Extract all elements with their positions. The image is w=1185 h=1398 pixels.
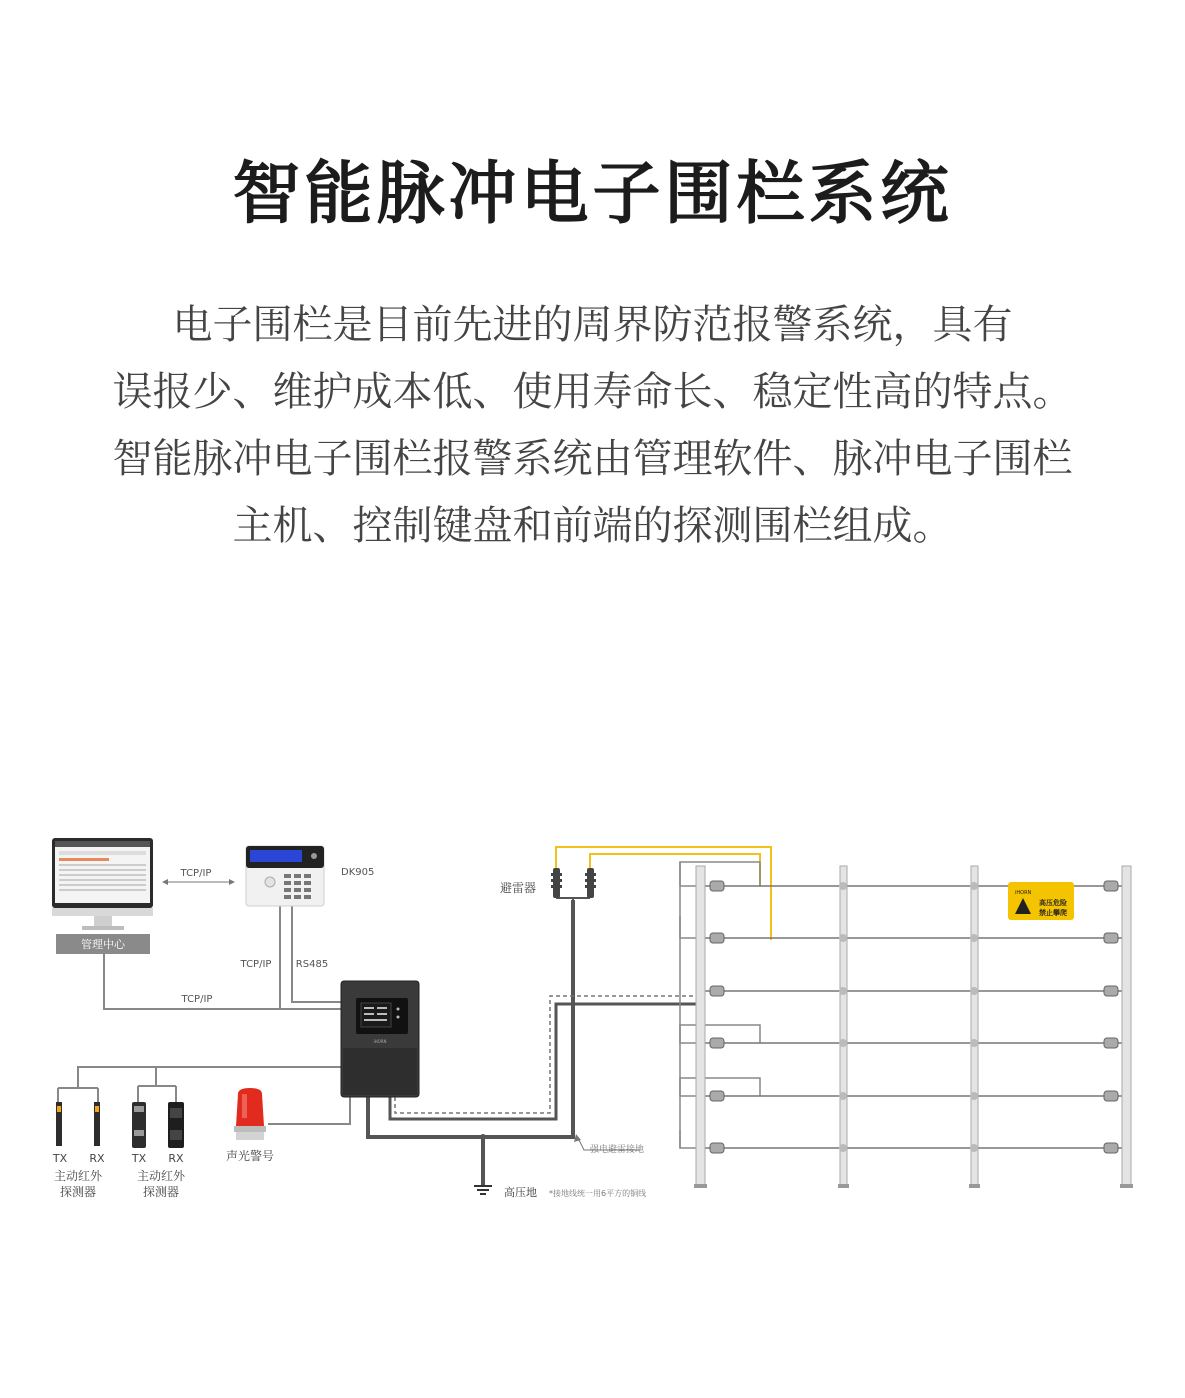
- tcpip-mid-label: TCP/IP: [240, 959, 272, 970]
- detector1-name-line1: 主动红外: [53, 1169, 103, 1183]
- intro-line: 电子围栏是目前先进的周界防范报警系统，具有: [172, 302, 1013, 348]
- detector2-name-line2: 探测器: [142, 1185, 180, 1199]
- system-diagram: [0, 820, 1185, 1220]
- keypad-icon: [246, 846, 324, 906]
- intro-paragraph: [40, 292, 1145, 560]
- ground-icon: [474, 1186, 492, 1194]
- host-brand: iHORN: [373, 1039, 387, 1044]
- rs485-label: RS485: [295, 959, 329, 970]
- detector2-rx: RX: [168, 1152, 184, 1165]
- mgmt-center-label: 管理中心: [81, 938, 125, 951]
- monitor-icon: [52, 838, 153, 930]
- arrow-left-icon: [162, 879, 168, 885]
- detector1-rx: RX: [89, 1152, 105, 1165]
- arrow-right-icon: [229, 879, 235, 885]
- alarm-light-label: 声光警号: [225, 1149, 275, 1163]
- detector1-name-line2: 探测器: [59, 1185, 97, 1199]
- ir-detector-1-icon: [56, 1102, 100, 1146]
- tcpip-top-label: TCP/IP: [180, 868, 212, 879]
- warning-sign-line1: 高压危险: [1039, 899, 1067, 907]
- intro-line: 主机、控制键盘和前端的探测围栏组成。: [232, 503, 953, 549]
- detector1-tx: TX: [52, 1152, 68, 1165]
- warning-sign-brand: iHORN: [1015, 890, 1032, 896]
- hv-ground-label: 高压地: [504, 1186, 537, 1199]
- detector2-name-line1: 主动红外: [136, 1169, 186, 1183]
- detector2-tx: TX: [131, 1152, 147, 1165]
- intro-line: 智能脉冲电子围栏报警系统由管理软件、脉冲电子围栏: [112, 436, 1073, 482]
- keypad-model-label: DK905: [341, 867, 375, 878]
- page-title: 智能脉冲电子围栏系统: [232, 155, 953, 234]
- lightning-arrester-icon: [551, 868, 596, 898]
- lightning-arrester-label: 避雷器: [499, 881, 537, 895]
- strong-ground-label: 强电避雷接地: [590, 1145, 645, 1155]
- ground-note: *接地线统一用6平方的铜线: [549, 1189, 647, 1198]
- ground-junction-dot: [480, 1134, 486, 1140]
- tcpip-low-label: TCP/IP: [181, 994, 213, 1005]
- alarm-light-icon: [234, 1088, 266, 1140]
- warning-sign-line2: 禁止攀爬: [1039, 909, 1067, 917]
- ir-detector-2-icon: [132, 1102, 184, 1148]
- intro-line: 误报少、维护成本低、使用寿命长、稳定性高的特点。: [112, 369, 1073, 415]
